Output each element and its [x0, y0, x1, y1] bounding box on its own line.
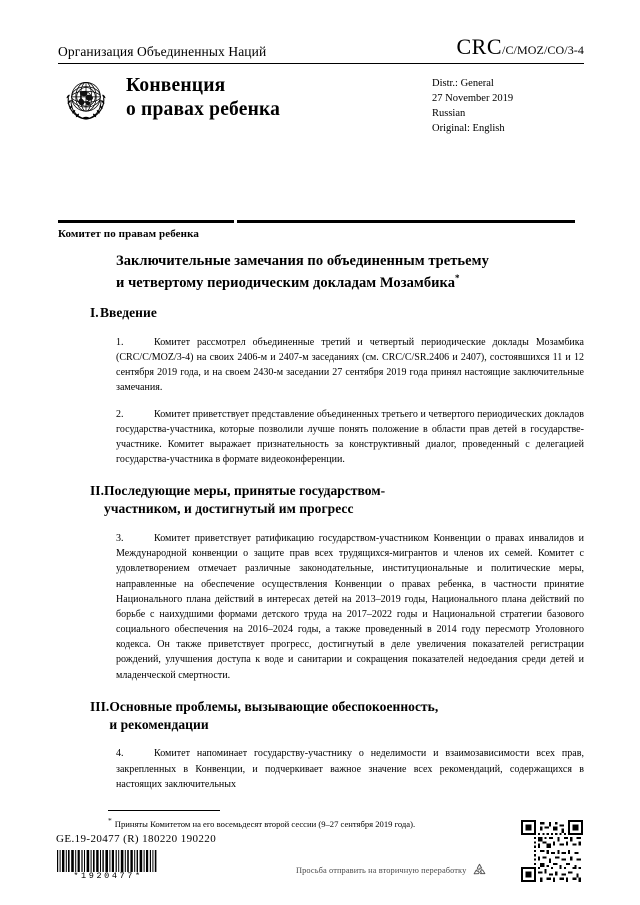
original-language: Original: English	[432, 122, 505, 134]
convention-title-line2: о правах ребенка	[126, 98, 281, 120]
document-symbol	[456, 34, 584, 60]
paragraph-text-1: Комитет рассмотрел объединенные третий и четвертый периодические доклады Мозамбика (CRC/C/MOZ/3-4) на своих 2406-м и 2407-м заседаниях (см. CRC/C/SR.2406 и 2407), состоявшихся 11 и 12 сентября 2019 года, и на своем 2430-м заседании 27 сентября 2019 года принял настоящие заключительные замечания.	[116, 336, 584, 394]
header-body-row	[58, 73, 584, 137]
document-symbol-main: CRC	[456, 34, 503, 59]
paragraph-text-4: Комитет напоминает государству-участнику о неделимости и взаимозависимости всех прав, закрепленных в Конвенции, и подчеркивает важное значение всех рекомендаций, содержащихся в настоящих заключительных	[116, 748, 584, 790]
paragraph-number-2: 2.	[116, 408, 124, 420]
section-title-iii	[109, 698, 584, 734]
document-header	[58, 34, 584, 137]
document-body	[58, 304, 584, 803]
document-date: 27 November 2019	[432, 92, 514, 104]
paragraph-text-3: Комитет приветствует ратификацию государством-участником Конвенции о правах инвалидов и Международной конвенции о защите прав всех трудящихся-мигрантов и членов их семей. Комитет с удовлетворением отмечает различные законодательные, институциональные и политические меры, направленные на обеспечение осуществления Конвенции о правах ребенка, в частности принятие Национального плана действий в интересах детей на 2013–2019 годы, Национального плана действий по борьбе с наихудшими формами детского труда на 2017–2022 годы и Национальной стратегии базового социального обеспечения на 2016–2024 годы, а также проведенный в 2014 году пересмотр Уголовного кодекса. Он также приветствует прогресс, достигнутый в деле увеличения показателей регистрации рождений, улучшения доступа к воде и санитарии и сокращения показателей недоедания среди детей и младенческой смертности.	[116, 532, 584, 681]
paragraph-2	[58, 407, 584, 468]
page-title-line1: Заключительные замечания по объединенным третьему	[116, 253, 489, 269]
paragraph-number-3: 3.	[116, 532, 124, 544]
footnote-separator	[108, 810, 220, 811]
barcode-number: *1920477*	[73, 871, 143, 881]
recycle-icon	[471, 862, 488, 879]
footnote-text: Приняты Комитетом на его восемьдесят второй сессии (9–27 сентября 2019 года).	[114, 818, 416, 829]
document-language: Russian	[432, 107, 466, 119]
divider-segment-right	[237, 220, 575, 223]
paragraph-text-2: Комитет приветствует представление объединенных третьего и четвертого периодических докладов государства-участника, которые позволили лучше понять положение в области прав детей в государстве-участнике. Комитет выражает признательность за конструктивный диалог, проведенный с делегацией государства-участника в формате видеоконференции.	[116, 408, 584, 466]
document-symbol-suffix: /C/MOZ/CO/3-4	[502, 43, 584, 57]
title-footnote-marker: *	[455, 272, 460, 283]
paragraph-1	[58, 335, 584, 396]
section-title-ii	[104, 482, 584, 518]
section-heading-iii	[58, 698, 584, 734]
footnote	[108, 816, 538, 830]
section-number-i: I.	[90, 305, 99, 320]
divider-segment-left	[58, 220, 234, 223]
recycle-text: Просьба отправить на вторичную переработку	[296, 866, 467, 875]
section-number-ii: II.	[90, 483, 105, 499]
section-title-iii-line2: и рекомендации	[109, 716, 209, 732]
section-title-i: Введение	[100, 305, 157, 320]
section-heading-i	[58, 304, 584, 322]
paragraph-number-4: 4.	[116, 748, 124, 760]
convention-title	[126, 73, 424, 122]
document-code: GE.19-20477 (R) 180220 190220	[56, 833, 217, 845]
un-emblem-icon	[58, 75, 114, 127]
section-title-ii-line2: участником, и достигнутый им прогресс	[104, 501, 354, 517]
organization-name: Организация Объединенных Наций	[58, 44, 267, 60]
committee-name: Комитет по правам ребенка	[58, 228, 199, 240]
section-divider-rule	[58, 220, 584, 223]
section-heading-ii	[58, 482, 584, 518]
page-title-line2: и четвертому периодическим докладам Мозамбика	[116, 274, 456, 291]
footnote-marker: *	[108, 816, 112, 825]
distribution-block	[432, 73, 584, 137]
recycle-notice	[296, 862, 488, 879]
distribution-type: Distr.: General	[432, 78, 494, 89]
page-title	[116, 252, 536, 293]
header-top-row	[58, 34, 584, 63]
qr-code	[521, 820, 583, 882]
convention-title-line1: Конвенция	[126, 75, 226, 96]
paragraph-number-1: 1.	[116, 336, 124, 348]
paragraph-3	[58, 531, 584, 683]
paragraph-4	[58, 746, 584, 792]
section-number-iii: III.	[90, 698, 110, 714]
header-divider-rule	[58, 63, 584, 64]
section-title-iii-line1: Основные проблемы, вызывающие обеспокоенность,	[109, 698, 439, 714]
barcode	[56, 850, 160, 872]
section-title-ii-line1: Последующие меры, принятые государством-	[104, 483, 386, 499]
